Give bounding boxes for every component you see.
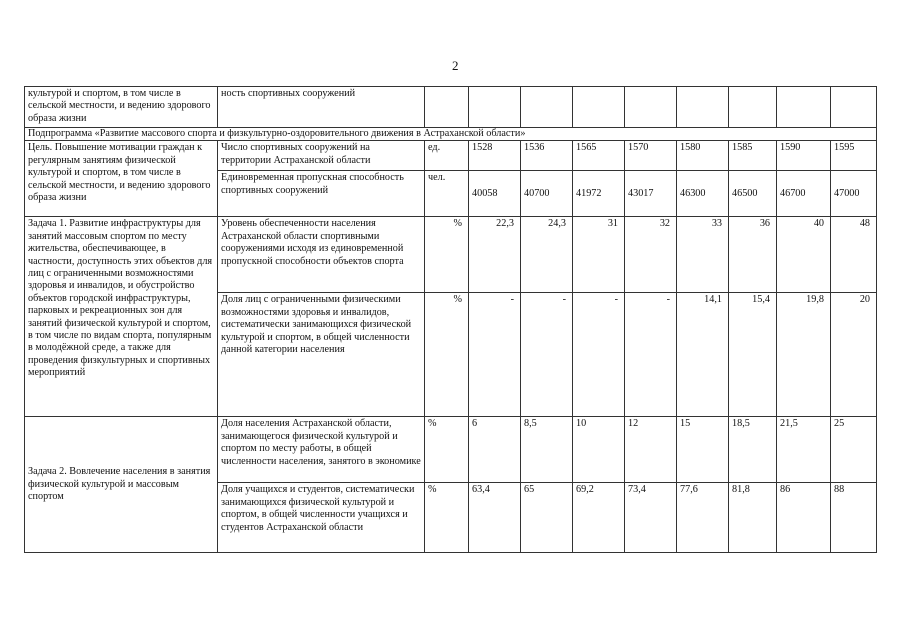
value-cell: 86 (777, 483, 831, 553)
goal-cell: культурой и спортом, в том числе в сельской местности, и ведению здорового образа жизни (25, 87, 218, 128)
value-cell: 88 (831, 483, 877, 553)
value-cell: 40058 (469, 171, 521, 217)
goal-cell: Цель. Повышение мотивации граждан к регулярным занятиям физической культурой и спортом, в том числе в сельской местности, и ведению здорового образа жизни (25, 141, 218, 217)
value-cell: - (521, 293, 573, 417)
value-cell: 81,8 (729, 483, 777, 553)
value-cell: 46700 (777, 171, 831, 217)
value-cell: 63,4 (469, 483, 521, 553)
indicator-cell: Доля лиц с ограниченными физическими возможностями здоровья и инвалидов, систематически занимающихся физической культурой и спортом, в общей численности данной категории населения (218, 293, 425, 417)
indicator-cell: Доля населения Астраханской области, занимающегося физической культурой и спортом по месту работы, в общей численности населения, занятого в экономике (218, 417, 425, 483)
unit-cell: % (425, 217, 469, 293)
value-cell: - (625, 293, 677, 417)
value-cell: 22,3 (469, 217, 521, 293)
value-cell: 1570 (625, 141, 677, 171)
value-cell: 18,5 (729, 417, 777, 483)
value-cell: 10 (573, 417, 625, 483)
table-row (25, 87, 877, 128)
value-cell: 69,2 (573, 483, 625, 553)
table-row (25, 417, 877, 483)
value-cell: 15 (677, 417, 729, 483)
value-cell: 77,6 (677, 483, 729, 553)
value-cell: 41972 (573, 171, 625, 217)
table-row (25, 217, 877, 293)
indicator-cell: Доля учащихся и студентов, систематически занимающихся физической культурой и спортом, в общей численности учащихся и студентов Астраханской области (218, 483, 425, 553)
value-cell: 46500 (729, 171, 777, 217)
value-cell: 1528 (469, 141, 521, 171)
value-cell: 21,5 (777, 417, 831, 483)
unit-cell: % (425, 417, 469, 483)
indicators-table (24, 86, 877, 553)
value-cell: 19,8 (777, 293, 831, 417)
unit-cell: чел. (425, 171, 469, 217)
value-cell: 20 (831, 293, 877, 417)
indicator-cell: Уровень обеспеченности населения Астраханской области спортивными сооружениями исходя из единовременной пропускной способности объектов спорта (218, 217, 425, 293)
value-cell: - (469, 293, 521, 417)
value-cell: 1565 (573, 141, 625, 171)
value-cell: 32 (625, 217, 677, 293)
value-cell: 8,5 (521, 417, 573, 483)
subprogram-row (25, 128, 877, 141)
value-cell: 43017 (625, 171, 677, 217)
value-cell: 47000 (831, 171, 877, 217)
value-cell: 1536 (521, 141, 573, 171)
subprogram-title: Подпрограмма «Развитие массового спорта и физкультурно-оздоровительного движения в Астраханской области» (25, 128, 877, 141)
value-cell: 15,4 (729, 293, 777, 417)
value-cell: 12 (625, 417, 677, 483)
value-cell: 6 (469, 417, 521, 483)
value-cell: 1595 (831, 141, 877, 171)
task-cell: Задача 2. Вовлечение населения в занятия физической культурой и массовым спортом (25, 417, 218, 553)
value-cell: 40 (777, 217, 831, 293)
unit-cell: % (425, 293, 469, 417)
value-cell: 24,3 (521, 217, 573, 293)
task-cell: Задача 1. Развитие инфраструктуры для занятий массовым спортом по месту жительства, обеспечивающее, в частности, доступность этих объектов для лиц с ограниченными возможностями здоровья и инвалидов, и обустройство объектов городской инфраструктуры, парковых и рекреационных зон для занятий физической культурой и спортом, в том числе по видам спорта, популярным в молодёжной среде, а также для проведения физкультурных и спортивных мероприятий (25, 217, 218, 417)
value-cell: - (573, 293, 625, 417)
value-cell: 1590 (777, 141, 831, 171)
value-cell: 1580 (677, 141, 729, 171)
indicator-cell: Единовременная пропускная способность спортивных сооружений (218, 171, 425, 217)
value-cell: 73,4 (625, 483, 677, 553)
value-cell: 40700 (521, 171, 573, 217)
value-cell: 33 (677, 217, 729, 293)
table-row (25, 141, 877, 171)
indicator-cell: Число спортивных сооружений на территории Астраханской области (218, 141, 425, 171)
unit-cell: ед. (425, 141, 469, 171)
unit-cell: % (425, 483, 469, 553)
value-cell: 1585 (729, 141, 777, 171)
value-cell: 48 (831, 217, 877, 293)
value-cell: 46300 (677, 171, 729, 217)
value-cell: 14,1 (677, 293, 729, 417)
indicator-cell: ность спортивных сооружений (218, 87, 425, 128)
value-cell: 65 (521, 483, 573, 553)
value-cell: 25 (831, 417, 877, 483)
value-cell: 36 (729, 217, 777, 293)
page-number: 2 (452, 58, 459, 73)
value-cell: 31 (573, 217, 625, 293)
